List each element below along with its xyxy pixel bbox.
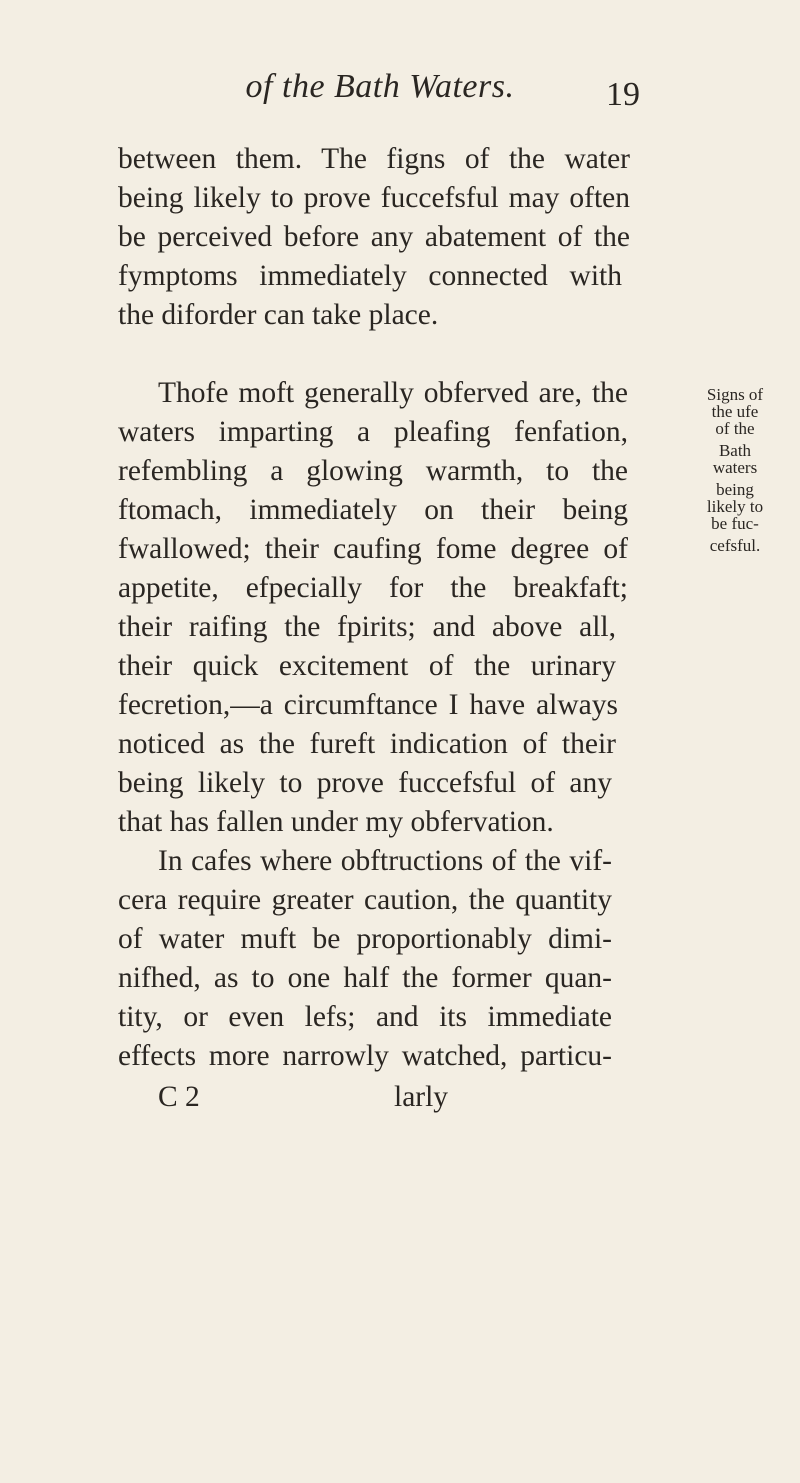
page-number: 19 (606, 76, 640, 113)
margin-note-line: the ufe (711, 402, 759, 421)
text-line: ftomach, immediately on their being (118, 494, 628, 526)
text-line: In cafes where obftructions of the vif- (158, 845, 612, 877)
text-line: nifhed, as to one half the former quan- (118, 962, 612, 994)
margin-note-line: Signs of (706, 385, 764, 404)
text-line: appetite, efpecially for the breakfaft; (118, 572, 628, 604)
margin-note-line: waters (712, 458, 758, 477)
margin-note-line: be fuc- (711, 514, 759, 533)
text-line: fwallowed; their caufing fome degree of (118, 533, 628, 565)
margin-note-line: being (716, 480, 754, 499)
text-line: that has fallen under my obfervation. (118, 806, 554, 838)
text-line: tity, or even lefs; and its immediate (118, 1001, 612, 1033)
margin-note-line: of the (715, 419, 755, 438)
text-line: the diforder can take place. (118, 299, 439, 331)
text-line: fecretion,—a circumftance I have always (118, 689, 618, 721)
text-line: their quick excitement of the urinary (118, 650, 616, 682)
catchword: larly (394, 1081, 449, 1113)
signature-mark: C 2 (158, 1081, 200, 1113)
text-line: cera require greater caution, the quantity (118, 884, 612, 916)
text-line: effects more narrowly watched, particu- (118, 1040, 612, 1072)
text-line: noticed as the fureft indication of their (118, 728, 616, 760)
text-line: being likely to prove fuccefsful of any (118, 767, 612, 799)
text-line: their raifing the fpirits; and above all, (118, 611, 616, 643)
text-line: waters imparting a pleafing fenfation, (118, 416, 628, 448)
margin-note-line: cefsful. (709, 536, 761, 555)
margin-note-line: Bath (718, 441, 752, 460)
text-line: being likely to prove fuccefsful may often (118, 182, 630, 214)
text-line: fymptoms immediately connected with (118, 260, 622, 292)
text-line: between them. The figns of the water (118, 143, 630, 175)
margin-note-line: likely to (706, 497, 764, 516)
running-title: of the Bath Waters. (245, 68, 515, 105)
text-line: refembling a glowing warmth, to the (118, 455, 628, 487)
text-line: of water muft be proportionably dimi- (118, 923, 612, 955)
text-line: be perceived before any abatement of the (118, 221, 630, 253)
text-line: Thofe moft generally obferved are, the (158, 377, 628, 409)
